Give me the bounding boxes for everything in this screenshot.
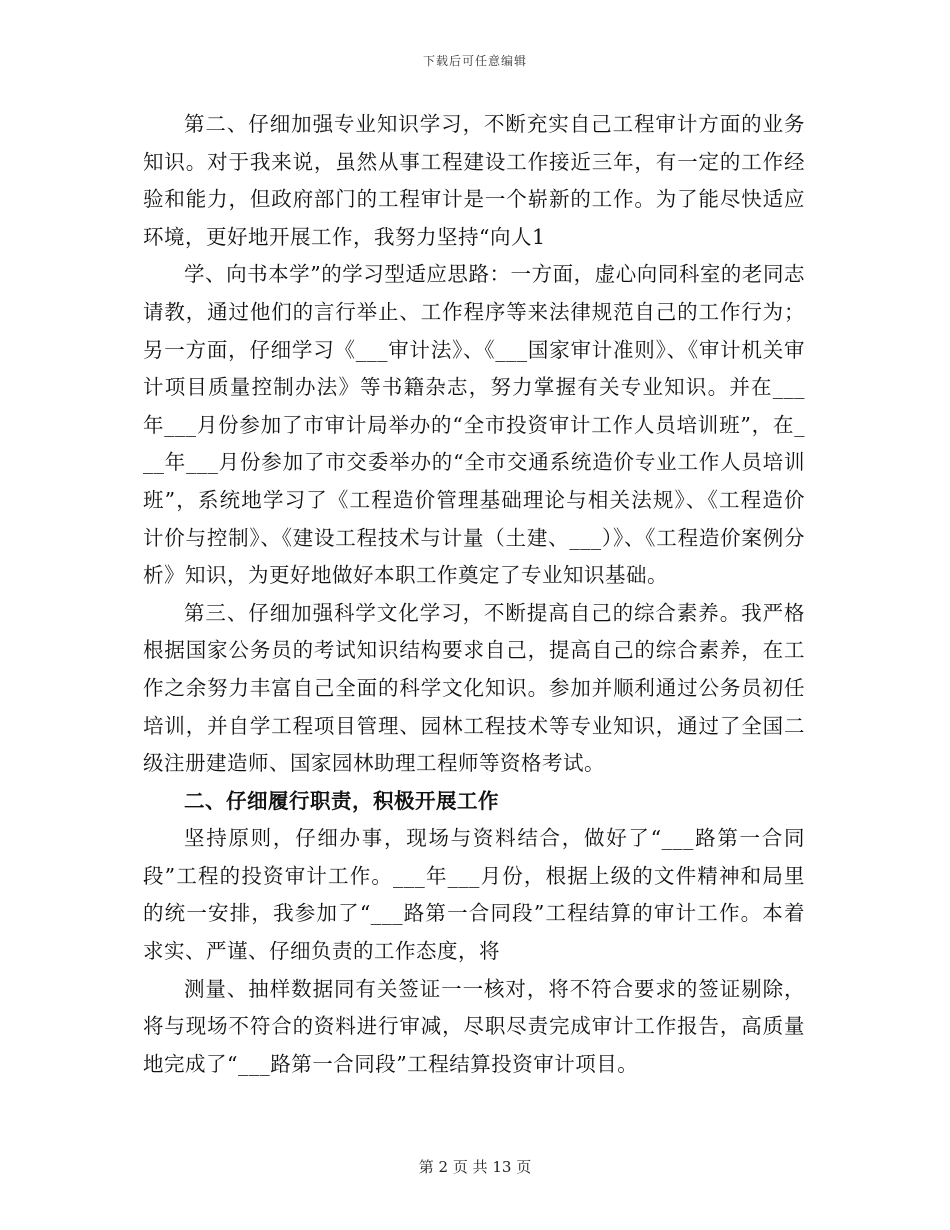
- paragraph-audit-work: 坚持原则，仔细办事，现场与资料结合，做好了“___路第一合同段”工程的投资审计工作。___年___月份，根据上级的文件精神和局里的统一安排，我参加了“___路第一合同段”工程结算的审计工作。本着求实、严谨、仔细负责的工作态度，将: [143, 826, 805, 964]
- paragraph-audit-result: 测量、抽样数据同有关签证一一核对，将不符合要求的签证剔除，将与现场不符合的资料进行审减，尽职尽责完成审计工作报告，高质量地完成了“___路第一合同段”工程结算投资审计项目。: [143, 976, 805, 1076]
- page-header: 下载后可任意编辑: [422, 54, 527, 68]
- paragraph-study-professional: 第二、仔细加强专业知识学习，不断充实自己工程审计方面的业务知识。对于我来说，虽然从事工程建设工作接近三年，有一定的工作经验和能力，但政府部门的工程审计是一个崭新的工作。为了能尽快适应环境，更好地开展工作，我努力坚持“向人1: [143, 112, 805, 249]
- section-heading: 二、仔细履行职责，积极开展工作: [184, 788, 499, 813]
- paragraph-study-culture: 第三、仔细加强科学文化学习，不断提高自己的综合素养。我严格根据国家公务员的考试知识结构要求自己，提高自己的综合素养，在工作之余努力丰富自己全面的科学文化知识。参加并顺利通过公务员初任培训，并自学工程项目管理、园林工程技术等专业知识，通过了全国二级注册建造师、国家园林助理工程师等资格考试。: [143, 600, 805, 776]
- paragraph-study-methods: 学、向书本学”的学习型适应思路：一方面，虚心向同科室的老同志请教，通过他们的言行举止、工作程序等来法律规范自己的工作行为；另一方面，仔细学习《___审计法》、《___国家审计准则》、《审计机关审计项目质量控制办法》等书籍杂志，努力掌握有关专业知识。并在___年___月份参加了市审计局举办的“全市投资审计工作人员培训班”，在___年___月份参加了市交委举办的“全市交通系统造价专业工作人员培训班”，系统地学习了《工程造价管理基础理论与相关法规》、《工程造价计价与控制》、《建设工程技术与计量（土建、___）》、《工程造价案例分析》知识，为更好地做好本职工作奠定了专业知识基础。: [143, 262, 805, 588]
- document-body: [143, 106, 805, 1083]
- page-number: 第 2 页 共 13 页: [418, 1158, 532, 1176]
